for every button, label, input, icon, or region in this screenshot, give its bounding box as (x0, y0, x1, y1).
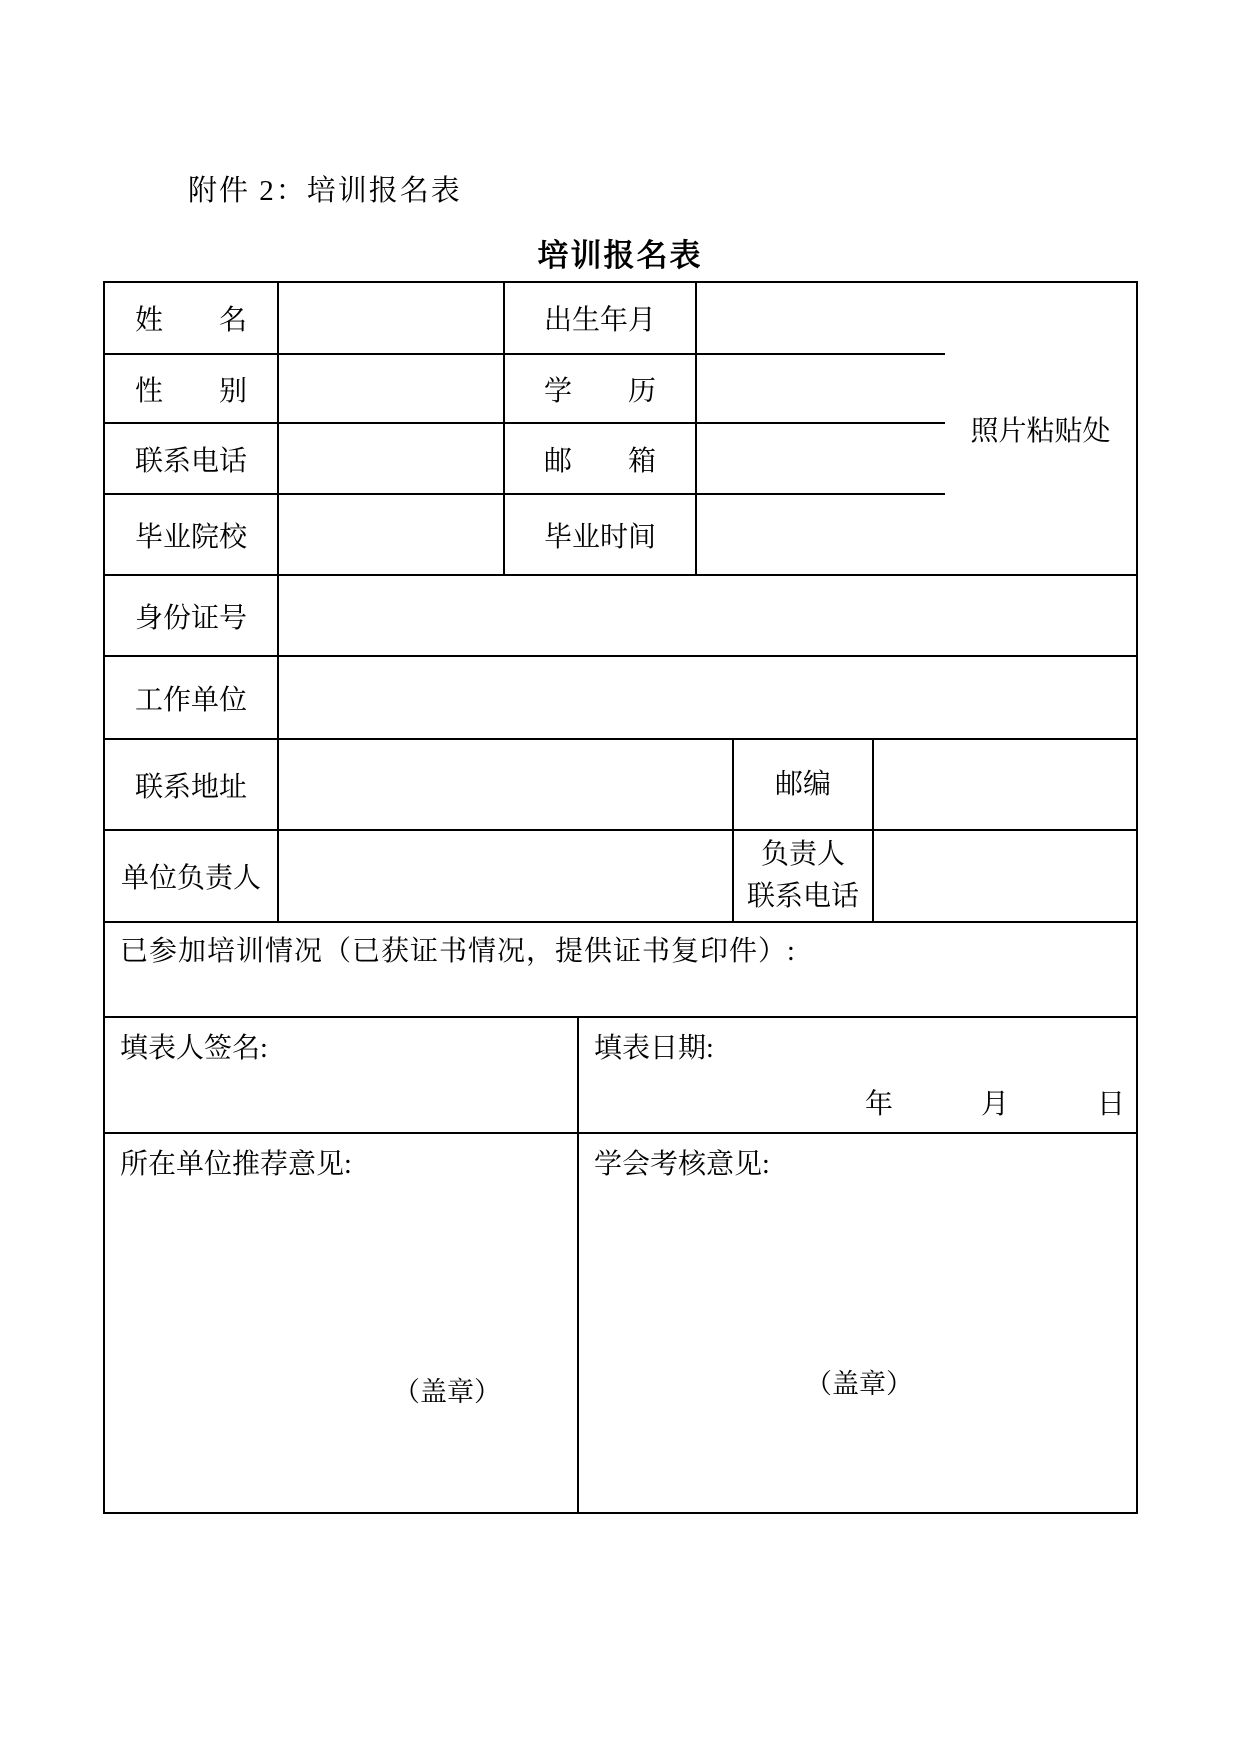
id-number-value-cell[interactable] (279, 576, 1136, 655)
registration-form-table (103, 281, 1138, 1514)
name-value-cell[interactable] (279, 283, 505, 353)
label-unit-recommendation: 所在单位推荐意见: (120, 1149, 352, 1180)
signature-cell[interactable] (105, 1018, 579, 1132)
label-name: 姓 名 (105, 283, 279, 353)
work-unit-value-cell[interactable] (279, 657, 1136, 738)
table-row (105, 923, 1136, 1018)
table-row (105, 355, 945, 424)
table-row (105, 576, 1136, 657)
label-contact-address: 联系地址 (105, 740, 279, 829)
date-blanks: 年 月 日 (864, 1089, 1126, 1120)
label-signature: 填表人签名: (120, 1033, 268, 1064)
table-row (105, 1134, 1136, 1512)
label-fill-date: 填表日期: (594, 1033, 714, 1064)
table-row (105, 740, 1136, 831)
label-leader-phone-line1: 负责人 (760, 839, 845, 870)
unit-stamp-placeholder: （盖章） (393, 1377, 501, 1407)
personal-info-block (105, 283, 1136, 576)
contact-address-value-cell[interactable] (279, 740, 734, 829)
label-gender: 性 别 (105, 355, 279, 422)
label-work-unit: 工作单位 (105, 657, 279, 738)
label-graduate-school: 毕业院校 (105, 495, 279, 574)
gender-value-cell[interactable] (279, 355, 505, 422)
label-postcode: 邮编 (734, 740, 874, 829)
label-unit-leader: 单位负责人 (105, 831, 279, 921)
label-training-history: 已参加培训情况（已获证书情况，提供证书复印件）: (120, 936, 796, 967)
birthdate-value-cell[interactable] (697, 283, 945, 353)
email-value-cell[interactable] (697, 424, 945, 493)
label-phone: 联系电话 (105, 424, 279, 493)
leader-phone-value-cell[interactable] (874, 831, 1136, 921)
unit-leader-value-cell[interactable] (279, 831, 734, 921)
label-leader-phone (734, 831, 874, 921)
table-row (105, 424, 945, 495)
table-row (105, 1018, 1136, 1134)
graduate-school-value-cell[interactable] (279, 495, 505, 574)
label-email: 邮 箱 (505, 424, 697, 493)
label-graduation-time: 毕业时间 (505, 495, 697, 574)
label-society-review: 学会考核意见: (594, 1149, 770, 1180)
society-stamp-placeholder: （盖章） (805, 1369, 913, 1399)
table-row (105, 831, 1136, 923)
fill-date-cell[interactable] (579, 1018, 1136, 1132)
training-history-cell[interactable] (105, 923, 1136, 1016)
photo-paste-cell: 照片粘贴处 (970, 415, 1111, 447)
phone-value-cell[interactable] (279, 424, 505, 493)
postcode-value-cell[interactable] (874, 740, 1136, 829)
table-row (105, 495, 945, 574)
education-value-cell[interactable] (697, 355, 945, 422)
personal-info-grid (105, 283, 945, 574)
society-review-cell[interactable] (579, 1134, 1136, 1512)
label-birthdate: 出生年月 (505, 283, 697, 353)
graduation-time-value-cell[interactable] (697, 495, 945, 574)
table-row (105, 283, 945, 355)
label-education: 学 历 (505, 355, 697, 422)
unit-recommendation-cell[interactable] (105, 1134, 579, 1512)
page-title: 培训报名表 (537, 238, 703, 273)
label-leader-phone-line2: 联系电话 (746, 881, 859, 912)
table-row (105, 657, 1136, 740)
label-id-number: 身份证号 (105, 576, 279, 655)
attachment-label: 附件 2：培训报名表 (188, 175, 462, 207)
